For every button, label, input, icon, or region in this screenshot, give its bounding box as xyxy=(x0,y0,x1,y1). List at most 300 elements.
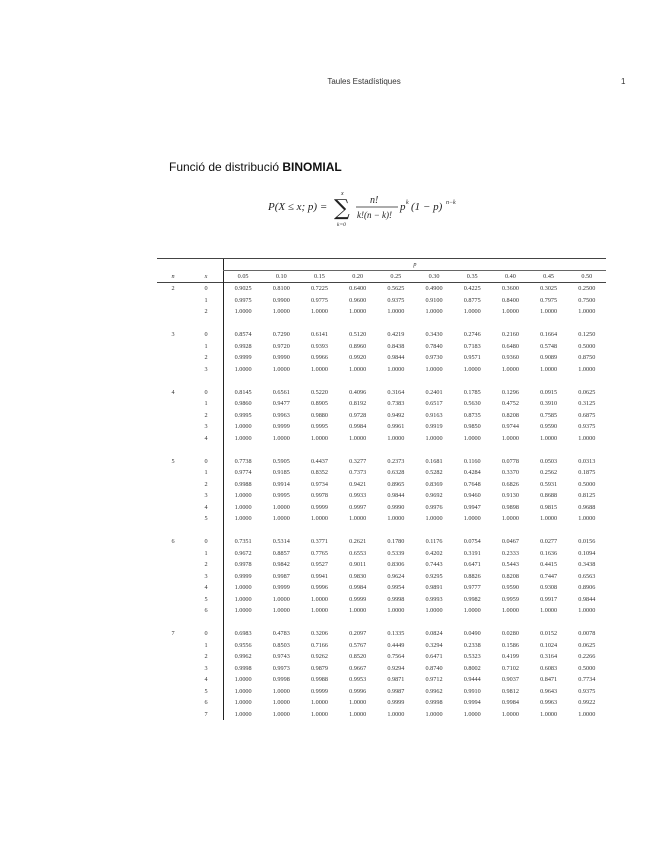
x-cell: 2 xyxy=(204,480,208,488)
probability-cell: 0.9910 xyxy=(463,687,481,695)
probability-cell: 0.9973 xyxy=(272,664,290,672)
probability-cell: 0.9294 xyxy=(387,664,405,672)
spacer-cell xyxy=(189,318,224,330)
n-cell xyxy=(157,352,189,364)
probability-cell: 0.9011 xyxy=(349,561,367,569)
probability-cell: 1.0000 xyxy=(425,365,443,373)
probability-cell: 0.5000 xyxy=(578,342,596,350)
probability-cell: 0.4437 xyxy=(310,457,328,465)
table-row xyxy=(157,663,606,675)
formula-numerator: n! xyxy=(370,195,379,206)
probability-cell: 1.0000 xyxy=(540,515,558,523)
table-row xyxy=(157,433,606,445)
binomial-table-head xyxy=(157,259,606,283)
probability-cell: 0.1296 xyxy=(501,388,519,396)
table-row xyxy=(157,559,606,571)
probability-cell: 0.9998 xyxy=(387,595,405,603)
probability-cell: 1.0000 xyxy=(501,365,519,373)
x-cell: 0 xyxy=(204,457,208,465)
probability-cell: 0.1875 xyxy=(578,469,596,477)
probability-cell: 0.0490 xyxy=(463,630,481,638)
probability-cell: 0.4900 xyxy=(415,283,453,295)
probability-cell: 0.0467 xyxy=(501,538,519,546)
probability-cell: 0.9990 xyxy=(272,354,290,362)
table-row xyxy=(157,387,606,399)
table-row xyxy=(157,502,606,514)
probability-cell: 1.0000 xyxy=(310,515,328,523)
probability-cell: 0.0280 xyxy=(501,630,519,638)
probability-cell: 0.9393 xyxy=(310,342,328,350)
table-row xyxy=(157,594,606,606)
probability-cell: 1.0000 xyxy=(425,607,443,615)
x-cell: 0 xyxy=(204,331,208,339)
probability-cell: 1.0000 xyxy=(540,434,558,442)
probability-cell: 0.9130 xyxy=(501,492,519,500)
table-row xyxy=(157,490,606,502)
probability-cell: 0.3910 xyxy=(540,400,558,408)
table-row xyxy=(157,709,606,721)
n-cell xyxy=(157,697,189,709)
probability-cell: 0.2333 xyxy=(501,549,519,557)
x-cell: 5 xyxy=(204,687,208,695)
formula-lhs: P(X ≤ x; p) = xyxy=(268,201,328,213)
probability-cell: 0.3438 xyxy=(578,561,596,569)
running-header-title: Taules Estadístiques xyxy=(327,77,401,86)
probability-cell: 0.9590 xyxy=(540,423,558,431)
probability-cell: 0.6471 xyxy=(463,561,481,569)
probability-cell: 0.9999 xyxy=(224,352,263,364)
probability-cell: 1.0000 xyxy=(272,607,290,615)
table-row xyxy=(157,421,606,433)
probability-cell: 0.9777 xyxy=(463,584,481,592)
probability-cell: 0.9527 xyxy=(310,561,328,569)
probability-cell: 0.9830 xyxy=(349,572,367,580)
probability-cell: 0.9966 xyxy=(310,354,328,362)
probability-cell: 1.0000 xyxy=(540,710,558,718)
probability-cell: 0.0078 xyxy=(578,630,596,638)
probability-cell: 0.9712 xyxy=(425,676,443,684)
probability-cell: 1.0000 xyxy=(310,308,328,316)
x-cell: 1 xyxy=(204,641,208,649)
spacer-cell xyxy=(224,375,606,387)
probability-cell: 0.9860 xyxy=(224,398,263,410)
probability-cell: 0.9999 xyxy=(349,595,367,603)
x-cell: 7 xyxy=(204,710,208,718)
probability-cell: 0.9995 xyxy=(272,492,290,500)
table-row xyxy=(157,674,606,686)
probability-cell: 0.7183 xyxy=(463,342,481,350)
probability-cell: 0.9999 xyxy=(387,699,405,707)
probability-cell: 0.2160 xyxy=(501,331,519,339)
probability-cell: 0.8192 xyxy=(349,400,367,408)
probability-cell: 0.7648 xyxy=(463,480,481,488)
probability-cell: 1.0000 xyxy=(224,306,263,318)
probability-cell: 0.6141 xyxy=(310,331,328,339)
n-cell: 7 xyxy=(171,630,175,638)
n-cell xyxy=(157,513,189,525)
n-cell xyxy=(157,306,189,318)
table-row xyxy=(157,352,606,364)
probability-cell: 1.0000 xyxy=(387,365,405,373)
n-cell: 6 xyxy=(171,538,175,546)
n-cell xyxy=(157,571,189,583)
probability-cell: 0.7102 xyxy=(501,664,519,672)
probability-cell: 0.9844 xyxy=(387,492,405,500)
probability-cell: 0.7585 xyxy=(540,411,558,419)
probability-cell: 0.7373 xyxy=(349,469,367,477)
probability-cell: 0.3771 xyxy=(310,538,328,546)
probability-cell: 1.0000 xyxy=(310,699,328,707)
spacer-cell xyxy=(157,375,189,387)
probability-cell: 0.9976 xyxy=(425,503,443,511)
probability-cell: 1.0000 xyxy=(224,421,263,433)
probability-cell: 1.0000 xyxy=(425,515,443,523)
p-header-cell: 0.30 xyxy=(428,273,440,280)
probability-cell: 1.0000 xyxy=(224,364,263,376)
probability-cell: 0.9998 xyxy=(425,699,443,707)
probability-cell: 0.9477 xyxy=(272,400,290,408)
probability-cell: 1.0000 xyxy=(349,434,367,442)
probability-cell: 0.9982 xyxy=(463,595,481,603)
probability-cell: 0.9997 xyxy=(349,503,367,511)
probability-cell: 0.0313 xyxy=(578,457,596,465)
table-row xyxy=(157,513,606,525)
spacer-cell xyxy=(224,444,606,456)
probability-cell: 1.0000 xyxy=(501,607,519,615)
n-cell: 5 xyxy=(171,457,175,465)
probability-cell: 0.9444 xyxy=(463,676,481,684)
probability-cell: 0.8750 xyxy=(578,354,596,362)
probability-cell: 1.0000 xyxy=(578,434,596,442)
probability-cell: 0.9375 xyxy=(387,296,405,304)
spacer-cell xyxy=(157,617,189,629)
x-cell: 0 xyxy=(189,283,224,295)
p-header-cell: 0.10 xyxy=(275,273,287,280)
n-cell xyxy=(157,433,189,445)
probability-cell: 0.8574 xyxy=(224,329,263,341)
probability-cell: 0.5767 xyxy=(349,641,367,649)
probability-cell: 0.2500 xyxy=(568,283,606,295)
probability-cell: 0.9898 xyxy=(501,503,519,511)
x-cell: 3 xyxy=(204,423,208,431)
probability-cell: 1.0000 xyxy=(463,365,481,373)
probability-cell: 0.5625 xyxy=(377,283,415,295)
probability-cell: 0.4199 xyxy=(501,653,519,661)
table-row xyxy=(157,283,606,295)
x-cell: 2 xyxy=(204,561,208,569)
n-cell xyxy=(157,559,189,571)
table-row xyxy=(157,456,606,468)
x-cell: 3 xyxy=(204,664,208,672)
corner-cell-n xyxy=(157,259,189,271)
table-row xyxy=(157,582,606,594)
p-header-cell: 0.45 xyxy=(543,273,554,280)
probability-cell: 0.8906 xyxy=(578,584,596,592)
probability-cell: 0.9959 xyxy=(501,595,519,603)
probability-cell: 0.7166 xyxy=(310,641,328,649)
x-cell: 3 xyxy=(204,492,208,500)
probability-cell: 0.2266 xyxy=(578,653,596,661)
probability-cell: 0.9996 xyxy=(349,687,367,695)
probability-cell: 1.0000 xyxy=(272,710,290,718)
probability-cell: 0.9025 xyxy=(224,283,263,295)
table-row xyxy=(157,640,606,652)
probability-cell: 0.5630 xyxy=(463,400,481,408)
probability-cell: 0.8306 xyxy=(387,561,405,569)
probability-cell: 1.0000 xyxy=(463,710,481,718)
spacer-cell xyxy=(224,318,606,330)
table-row xyxy=(157,686,606,698)
probability-cell: 0.9990 xyxy=(387,503,405,511)
formula-tail: p xyxy=(400,201,406,213)
table-row xyxy=(157,697,606,709)
x-cell: 1 xyxy=(204,549,208,557)
probability-cell: 0.9993 xyxy=(425,595,443,603)
probability-cell: 0.0754 xyxy=(463,538,481,546)
n-cell xyxy=(157,490,189,502)
p-header-cell: 0.05 xyxy=(224,271,263,283)
table-row xyxy=(157,548,606,560)
probability-cell: 0.9844 xyxy=(578,595,596,603)
probability-cell: 0.6553 xyxy=(349,549,367,557)
probability-cell: 0.9600 xyxy=(349,296,367,304)
probability-cell: 0.6875 xyxy=(578,411,596,419)
p-header-cell: 0.35 xyxy=(466,273,478,280)
probability-cell: 0.4284 xyxy=(463,469,481,477)
probability-cell: 0.3277 xyxy=(349,457,367,465)
probability-cell: 0.9624 xyxy=(387,572,405,580)
probability-cell: 0.7500 xyxy=(578,296,596,304)
probability-cell: 0.5000 xyxy=(578,480,596,488)
probability-cell: 0.9295 xyxy=(425,572,443,580)
probability-cell: 0.9999 xyxy=(310,687,328,695)
probability-cell: 0.9984 xyxy=(349,423,367,431)
probability-cell: 0.9962 xyxy=(224,651,263,663)
probability-cell: 0.9922 xyxy=(578,699,596,707)
probability-cell: 0.5443 xyxy=(501,561,519,569)
probability-cell: 1.0000 xyxy=(272,434,290,442)
probability-cell: 0.5931 xyxy=(540,480,558,488)
probability-cell: 0.8002 xyxy=(463,664,481,672)
probability-cell: 0.8352 xyxy=(310,469,328,477)
probability-cell: 0.6563 xyxy=(578,572,596,580)
probability-cell: 0.5220 xyxy=(310,388,328,396)
probability-cell: 0.4219 xyxy=(387,331,405,339)
probability-cell: 0.2746 xyxy=(463,331,481,339)
probability-cell: 0.9999 xyxy=(310,503,328,511)
probability-cell: 0.8826 xyxy=(463,572,481,580)
n-cell xyxy=(157,663,189,675)
table-row xyxy=(157,410,606,422)
probability-cell: 1.0000 xyxy=(578,607,596,615)
probability-cell: 0.9963 xyxy=(540,699,558,707)
probability-cell: 0.5282 xyxy=(425,469,443,477)
probability-cell: 0.1335 xyxy=(387,630,405,638)
probability-cell: 0.3430 xyxy=(425,331,443,339)
probability-cell: 0.7351 xyxy=(224,536,263,548)
probability-cell: 1.0000 xyxy=(425,710,443,718)
probability-cell: 1.0000 xyxy=(349,365,367,373)
probability-cell: 0.0778 xyxy=(501,457,519,465)
probability-cell: 0.2338 xyxy=(463,641,481,649)
probability-cell: 0.9999 xyxy=(272,423,290,431)
probability-cell: 0.9692 xyxy=(425,492,443,500)
n-cell xyxy=(157,502,189,514)
probability-cell: 1.0000 xyxy=(578,365,596,373)
probability-cell: 0.9987 xyxy=(272,572,290,580)
probability-cell: 0.9961 xyxy=(387,423,405,431)
x-cell: 1 xyxy=(204,469,208,477)
probability-cell: 0.9667 xyxy=(349,664,367,672)
x-cell: 6 xyxy=(204,607,208,615)
x-cell: 2 xyxy=(204,308,208,316)
probability-cell: 0.2097 xyxy=(349,630,367,638)
probability-cell: 1.0000 xyxy=(224,709,263,721)
probability-cell: 0.8740 xyxy=(425,664,443,672)
probability-cell: 1.0000 xyxy=(224,605,263,617)
probability-cell: 0.1024 xyxy=(540,641,558,649)
n-cell xyxy=(157,398,189,410)
probability-cell: 0.9672 xyxy=(224,548,263,560)
probability-cell: 0.3370 xyxy=(501,469,519,477)
probability-cell: 0.6400 xyxy=(339,283,377,295)
probability-cell: 1.0000 xyxy=(272,595,290,603)
probability-cell: 0.9720 xyxy=(272,342,290,350)
probability-cell: 0.5120 xyxy=(349,331,367,339)
probability-cell: 1.0000 xyxy=(387,607,405,615)
n-cell xyxy=(157,640,189,652)
table-row xyxy=(157,605,606,617)
probability-cell: 1.0000 xyxy=(272,515,290,523)
n-cell xyxy=(157,674,189,686)
section-title-prefix: Funció de distribució xyxy=(169,160,283,174)
probability-cell: 0.7975 xyxy=(540,296,558,304)
probability-cell: 0.5323 xyxy=(463,653,481,661)
probability-cell: 1.0000 xyxy=(387,515,405,523)
probability-cell: 0.0152 xyxy=(540,630,558,638)
probability-cell: 0.1176 xyxy=(425,538,443,546)
probability-cell: 1.0000 xyxy=(310,434,328,442)
probability-cell: 0.9917 xyxy=(540,595,558,603)
probability-cell: 0.8125 xyxy=(578,492,596,500)
probability-cell: 1.0000 xyxy=(540,365,558,373)
table-row xyxy=(157,306,606,318)
group-spacer xyxy=(157,525,606,537)
n-cell xyxy=(157,686,189,698)
x-cell: 3 xyxy=(204,572,208,580)
formula-sum-bottom: k=0 xyxy=(337,222,346,228)
probability-cell: 0.3125 xyxy=(578,400,596,408)
spacer-cell xyxy=(224,617,606,629)
probability-cell: 0.5748 xyxy=(540,342,558,350)
table-row xyxy=(157,479,606,491)
probability-cell: 0.9988 xyxy=(310,676,328,684)
probability-cell: 0.1094 xyxy=(578,549,596,557)
n-cell: 3 xyxy=(171,331,175,339)
probability-cell: 0.9919 xyxy=(425,423,443,431)
probability-cell: 0.9920 xyxy=(349,354,367,362)
spacer-cell xyxy=(189,525,224,537)
probability-cell: 0.5314 xyxy=(272,538,290,546)
probability-cell: 0.6328 xyxy=(387,469,405,477)
x-cell: 1 xyxy=(204,400,208,408)
probability-cell: 0.9962 xyxy=(425,687,443,695)
table-row xyxy=(157,295,606,307)
probability-cell: 0.9812 xyxy=(501,687,519,695)
probability-cell: 0.6480 xyxy=(501,342,519,350)
probability-cell: 0.9963 xyxy=(272,411,290,419)
probability-cell: 0.9954 xyxy=(387,584,405,592)
probability-cell: 0.6517 xyxy=(425,400,443,408)
probability-cell: 0.9995 xyxy=(310,423,328,431)
probability-cell: 0.1586 xyxy=(501,641,519,649)
probability-cell: 1.0000 xyxy=(272,308,290,316)
x-cell: 5 xyxy=(204,595,208,603)
probability-cell: 0.0277 xyxy=(540,538,558,546)
probability-cell: 0.9998 xyxy=(224,663,263,675)
probability-cell: 1.0000 xyxy=(540,607,558,615)
n-cell: 2 xyxy=(157,283,189,295)
probability-cell: 0.5000 xyxy=(578,664,596,672)
probability-cell: 1.0000 xyxy=(501,710,519,718)
probability-cell: 0.1681 xyxy=(425,457,443,465)
probability-cell: 0.9360 xyxy=(501,354,519,362)
probability-cell: 0.4096 xyxy=(349,388,367,396)
probability-cell: 1.0000 xyxy=(224,582,263,594)
n-cell xyxy=(157,364,189,376)
probability-cell: 0.8100 xyxy=(262,283,300,295)
n-cell xyxy=(157,467,189,479)
probability-cell: 0.2373 xyxy=(387,457,405,465)
probability-cell: 0.9100 xyxy=(425,296,443,304)
n-cell xyxy=(157,594,189,606)
probability-cell: 0.9163 xyxy=(425,411,443,419)
corner-cell-x xyxy=(189,259,224,271)
probability-cell: 1.0000 xyxy=(501,308,519,316)
probability-cell: 0.9984 xyxy=(349,584,367,592)
probability-cell: 0.8857 xyxy=(272,549,290,557)
p-header-cell: 0.15 xyxy=(314,273,325,280)
probability-cell: 1.0000 xyxy=(425,308,443,316)
probability-cell: 1.0000 xyxy=(387,710,405,718)
probability-cell: 0.8369 xyxy=(425,480,443,488)
n-cell: 4 xyxy=(171,388,175,396)
probability-cell: 1.0000 xyxy=(224,490,263,502)
probability-cell: 0.7290 xyxy=(272,331,290,339)
probability-cell: 0.1664 xyxy=(540,331,558,339)
x-cell: 2 xyxy=(204,653,208,661)
probability-cell: 0.0156 xyxy=(578,538,596,546)
probability-cell: 1.0000 xyxy=(349,607,367,615)
group-spacer xyxy=(157,318,606,330)
probability-cell: 1.0000 xyxy=(349,699,367,707)
probability-cell: 1.0000 xyxy=(463,434,481,442)
probability-cell: 0.9262 xyxy=(310,653,328,661)
probability-cell: 1.0000 xyxy=(578,515,596,523)
probability-cell: 0.6826 xyxy=(501,480,519,488)
x-cell: 4 xyxy=(204,676,208,684)
probability-cell: 0.9999 xyxy=(224,571,263,583)
probability-cell: 0.2562 xyxy=(540,469,558,477)
probability-cell: 0.8775 xyxy=(463,296,481,304)
probability-cell: 0.9815 xyxy=(540,503,558,511)
probability-cell: 0.9891 xyxy=(425,584,443,592)
spacer-cell xyxy=(189,617,224,629)
probability-cell: 1.0000 xyxy=(540,308,558,316)
probability-cell: 0.9850 xyxy=(463,423,481,431)
probability-cell: 0.8688 xyxy=(540,492,558,500)
probability-cell: 0.8400 xyxy=(501,296,519,304)
